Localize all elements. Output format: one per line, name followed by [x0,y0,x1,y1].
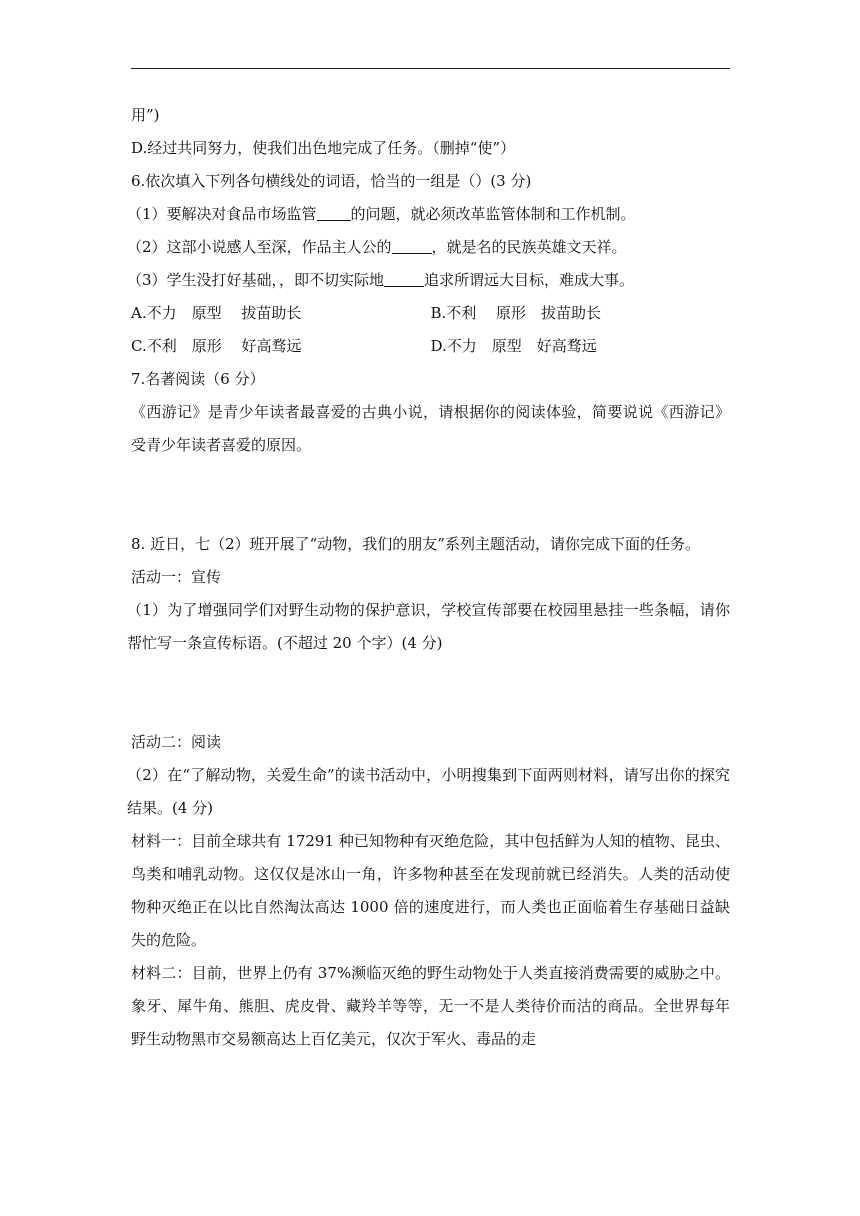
activity-1-heading: 活动一：宣传 [131,568,222,586]
question-7-body: 《西游记》是青少年读者最喜爱的古典小说，请根据你的阅读体验，简要说说《西游记》受青少年读者喜爱的原因。 [131,403,730,454]
option-b: B.不利 原形 拔苗助长 [430,304,602,322]
text-segment: （1）要解决对食品市场监管 [127,205,317,223]
activity-2-question: （2）在“了解动物，关爱生命”的读书活动中，小明搜集到下面两则材料，请写出你的探究结果。(4 分) [127,766,730,817]
text-segment: 的问题，就必须改革监管体制和工作机制。 [350,205,636,223]
option-a: A.不力 原型 拔苗助长 [131,304,302,322]
question-6-item-3 [127,264,730,297]
options-row-2 [131,330,730,363]
activity-1-question: （1）为了增强同学们对野生动物的保护意识，学校宣传部要在校园里悬挂一些条幅，请你帮忙写一条宣传标语。(不超过 20 个字）(4 分) [127,601,730,652]
answer-space [131,660,730,726]
text-segment: （2）这部小说感人至深，作品主人公的 [127,238,392,256]
fill-blank [384,272,424,287]
option-c: C.不利 原形 好高骛远 [131,337,302,355]
material-2: 材料二：目前，世界上仍有 37%濒临灭绝的野生动物处于人类直接消费需要的威胁之中。象牙、犀牛角、熊胆、虎皮骨、藏羚羊等等，无一不是人类待价而沽的商品。全世界每年野生动物黑市交易额高达上百亿美元，仅次于军火、毒品的走 [131,964,730,1048]
text-segment: （3）学生没打好基础，，即不切实际地 [127,271,385,289]
question-6-item-1 [127,198,730,231]
options-row-1 [131,297,730,330]
option-d: D.不力 原型 好高骛远 [430,337,597,355]
document-body [127,99,730,1056]
material-1: 材料一：目前全球共有 17291 种已知物种有灭绝危险，其中包括鲜为人知的植物、昆虫、鸟类和哺乳动物。这仅仅是冰山一角，许多物种甚至在发现前就已经消失。人类的活动使物种灭绝正在以比自然淘汰高达 1000 倍的速度进行，而人类也正面临着生存基础日益缺失的危险。 [131,832,730,949]
fill-blank [392,239,432,254]
text-segment: 追求所谓远大目标，难成大事。 [424,271,635,289]
question-7-stem: 7.名著阅读（6 分） [131,370,265,388]
text-line: 用”) [131,106,160,124]
activity-2-heading: 活动二：阅读 [131,733,222,751]
text-segment: ，就是名的民族英雄文天祥。 [431,238,627,256]
question-6-stem: 6.依次填入下列各句横线处的词语，恰当的一组是（）(3 分) [131,172,532,190]
question-8-stem: 8. 近日，七（2）班开展了“动物，我们的朋友”系列主题活动，请你完成下面的任务。 [131,535,700,553]
question-6-item-2 [127,231,730,264]
header-rule [131,68,730,69]
option-d-prev-question: D.经过共同努力，使我们出色地完成了任务。（删掉“使”） [131,139,516,157]
answer-space [131,462,730,528]
fill-blank [317,206,351,221]
